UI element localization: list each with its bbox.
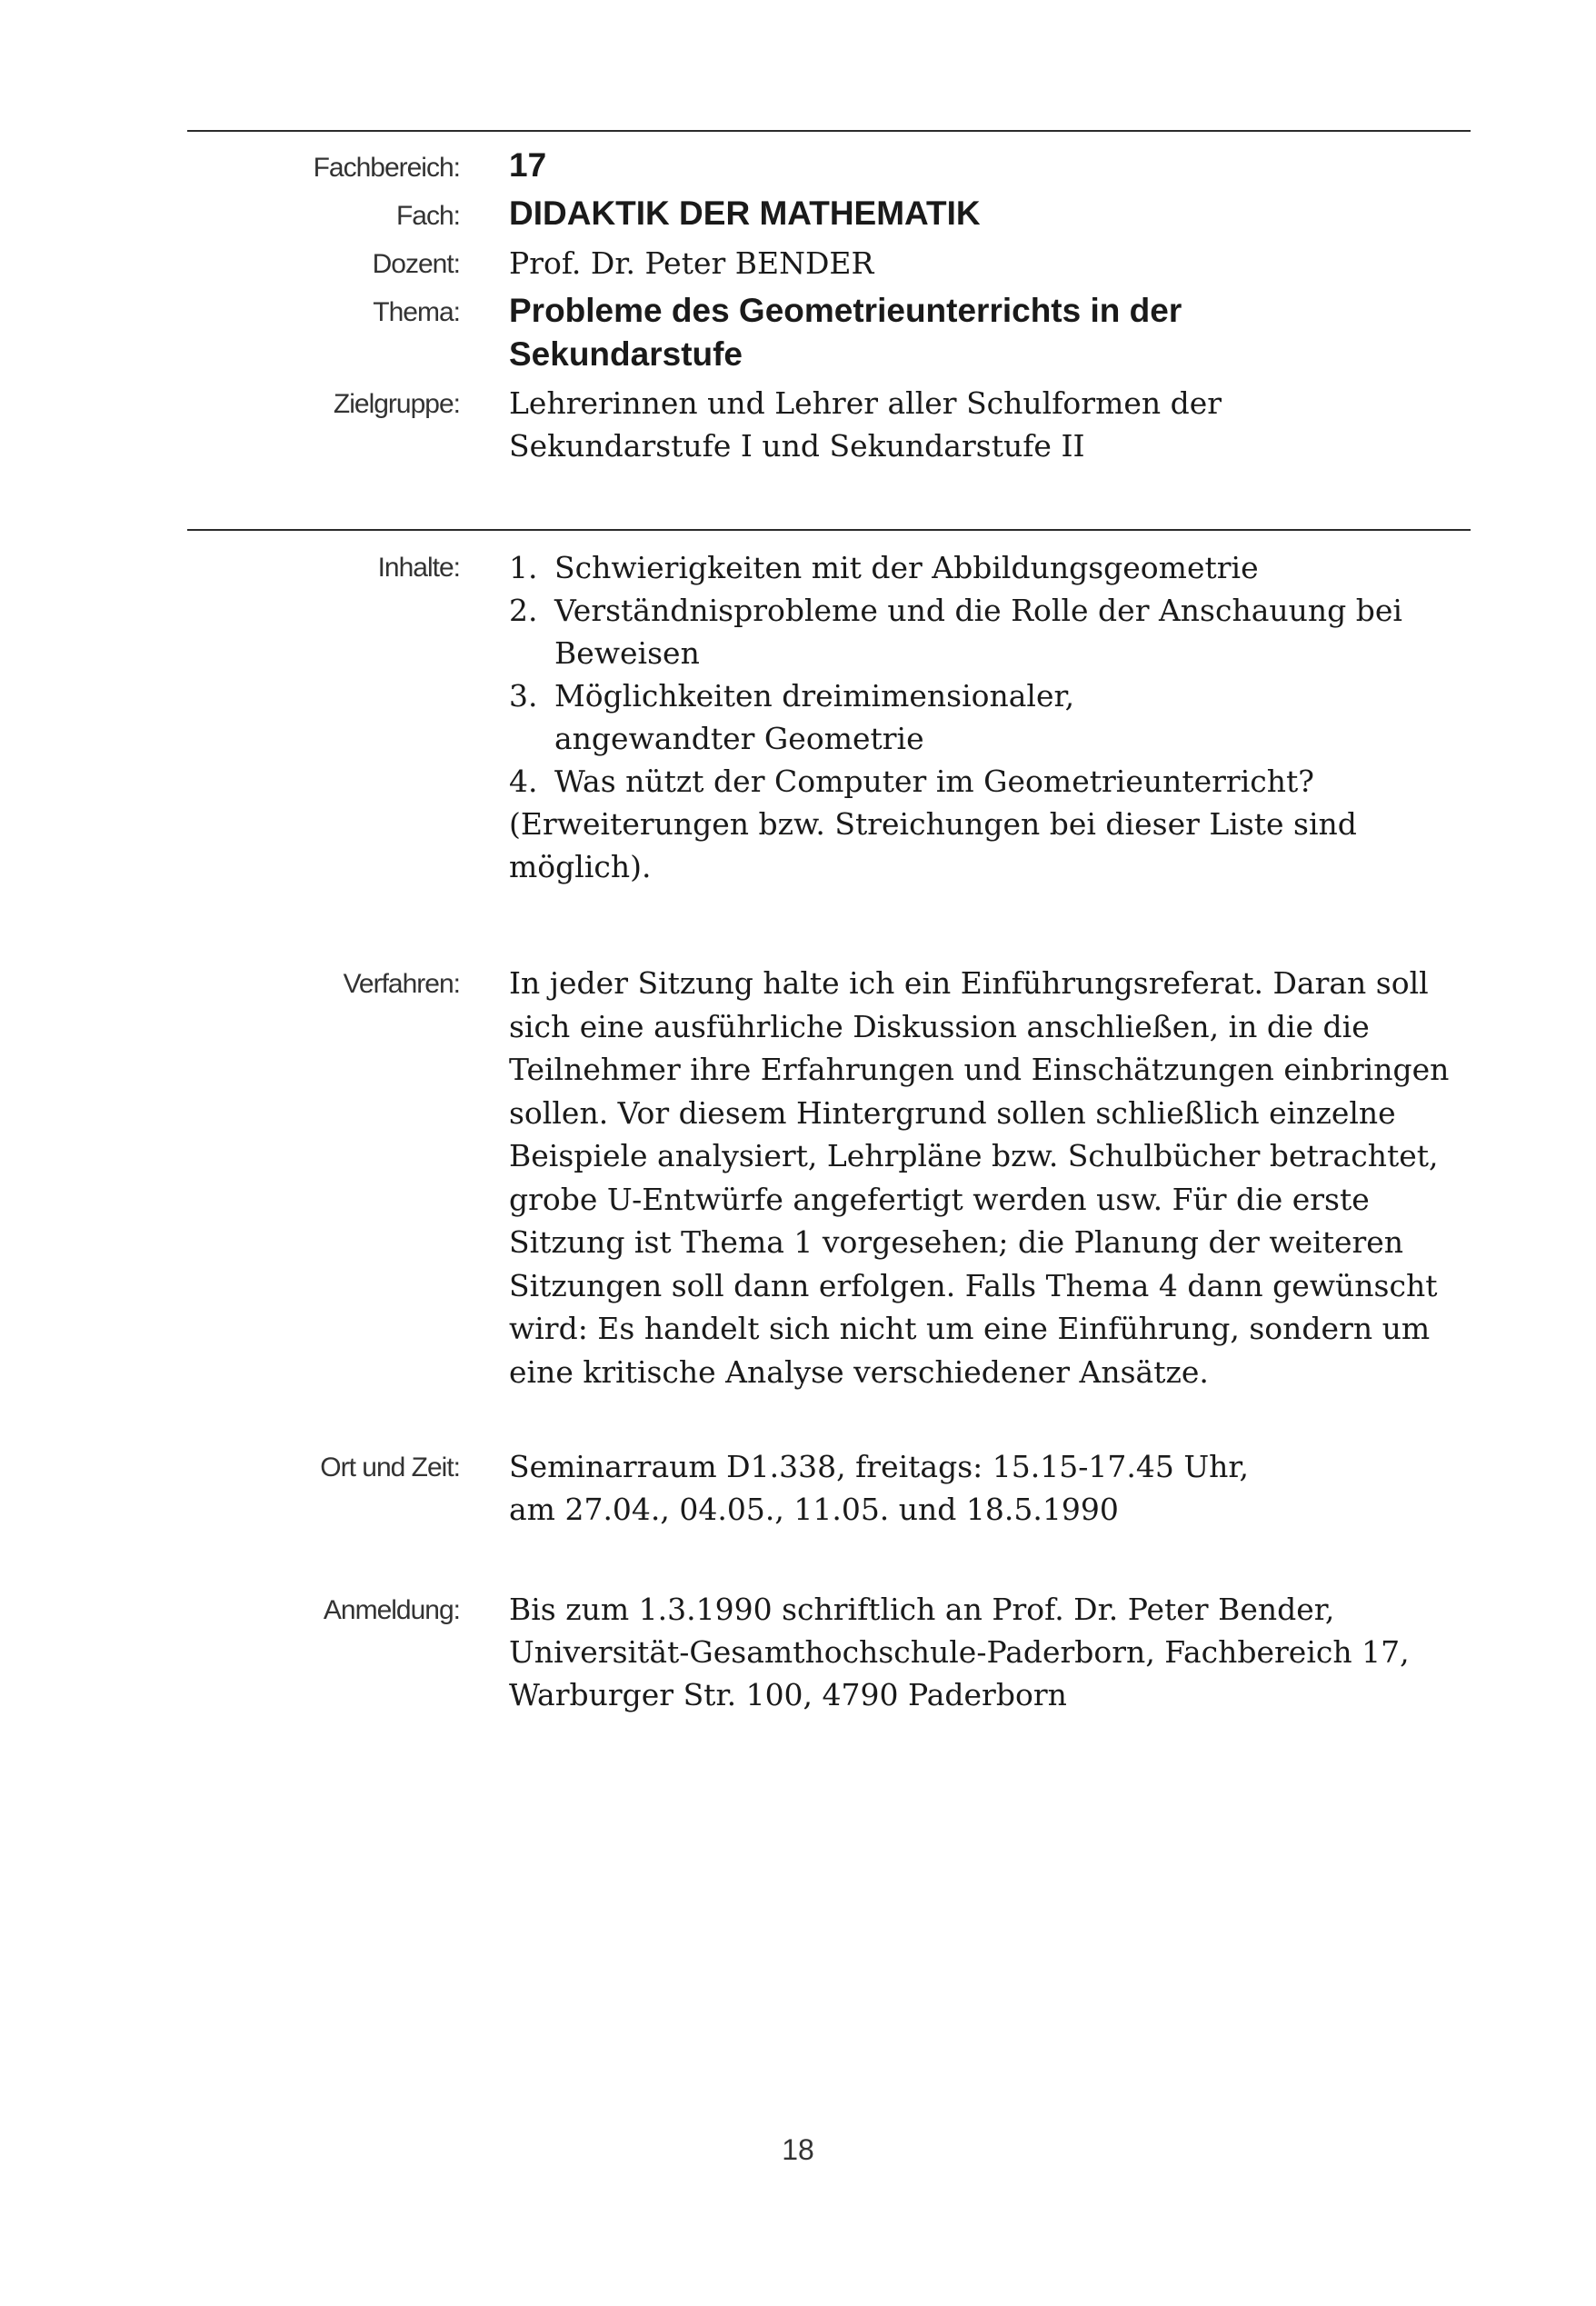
list-item bbox=[509, 589, 1472, 674]
list-item-text: Verständnisprobleme und die Rolle der Anschauung bei Beweisen bbox=[554, 593, 1402, 671]
list-item-number: 3. bbox=[509, 678, 538, 714]
zielgruppe-value: Lehrerinnen und Lehrer aller Schulformen der Sekundarstufe I und Sekundarstufe II bbox=[509, 385, 1222, 464]
anmeldung-line-1: Bis zum 1.3.1990 schriftlich an Prof. Dr. Peter Bender, bbox=[509, 1592, 1335, 1627]
dozent-value: Prof. Dr. Peter BENDER bbox=[509, 245, 874, 281]
list-item bbox=[509, 546, 1472, 589]
list-item-number: 1. bbox=[509, 550, 538, 585]
top-rule bbox=[187, 130, 1471, 132]
thema-value: Probleme des Geometrieunterrichts in der Sekundarstufe bbox=[509, 292, 1182, 373]
ort-zeit-label: Ort und Zeit: bbox=[320, 1452, 460, 1482]
inhalte-content bbox=[509, 546, 1472, 888]
ort-zeit-line-1: Seminarraum D1.338, freitags: 15.15-17.45 Uhr, bbox=[509, 1449, 1250, 1484]
anmeldung-content bbox=[509, 1588, 1472, 1716]
fach-value: DIDAKTIK DER MATHEMATIK bbox=[509, 195, 981, 232]
list-item-text: Möglichkeiten dreimimensionaler, angewandter Geometrie bbox=[554, 678, 1075, 756]
page-number: 18 bbox=[782, 2133, 814, 2166]
fach-label: Fach: bbox=[395, 201, 460, 231]
verfahren-label: Verfahren: bbox=[343, 969, 460, 999]
list-item-number: 4. bbox=[509, 764, 538, 799]
zielgruppe-label: Zielgruppe: bbox=[333, 389, 460, 419]
anmeldung-line-2: Universität-Gesamthochschule-Paderborn, Fachbereich 17, bbox=[509, 1634, 1410, 1670]
ort-zeit-line-2: am 27.04., 04.05., 11.05. und 18.5.1990 bbox=[509, 1492, 1119, 1527]
anmeldung-line-3: Warburger Str. 100, 4790 Paderborn bbox=[509, 1677, 1067, 1712]
thema-label: Thema: bbox=[373, 297, 460, 327]
list-item bbox=[509, 760, 1472, 803]
list-item bbox=[509, 674, 1472, 760]
list-item-text: Schwierigkeiten mit der Abbildungsgeometrie bbox=[554, 550, 1259, 585]
inhalte-label: Inhalte: bbox=[377, 553, 460, 583]
fachbereich-value: 17 bbox=[509, 146, 547, 184]
inhalte-list bbox=[509, 546, 1472, 803]
section-rule bbox=[187, 529, 1471, 531]
ort-zeit-content bbox=[509, 1445, 1472, 1531]
inhalte-note: (Erweiterungen bzw. Streichungen bei dieser Liste sind möglich). bbox=[509, 806, 1357, 884]
list-item-text: Was nützt der Computer im Geometrieunterricht? bbox=[554, 764, 1314, 799]
fachbereich-label: Fachbereich: bbox=[313, 153, 460, 183]
verfahren-text: In jeder Sitzung halte ich ein Einführungsreferat. Daran soll sich eine ausführliche Diskussion anschließen, in die die Teilnehmer ihre Erfahrungen und Einschätzungen einbringen sollen. Vor diesem Hintergrund sollen schließlich einzelne Beispiele analysiert, Lehrpläne bzw. Schulbücher betrachtet, grobe U-Entwürfe angefertigt werden usw. Für die erste Sitzung ist Thema 1 vorgesehen; die Planung der weiteren Sitzungen soll dann erfolgen. Falls Thema 4 dann gewünscht wird: Es handelt sich nicht um eine Einführung, sondern um eine kritische Analyse verschiedener Ansätze. bbox=[509, 965, 1450, 1390]
list-item-number: 2. bbox=[509, 593, 538, 628]
dozent-label: Dozent: bbox=[372, 249, 460, 279]
anmeldung-label: Anmeldung: bbox=[323, 1595, 460, 1625]
